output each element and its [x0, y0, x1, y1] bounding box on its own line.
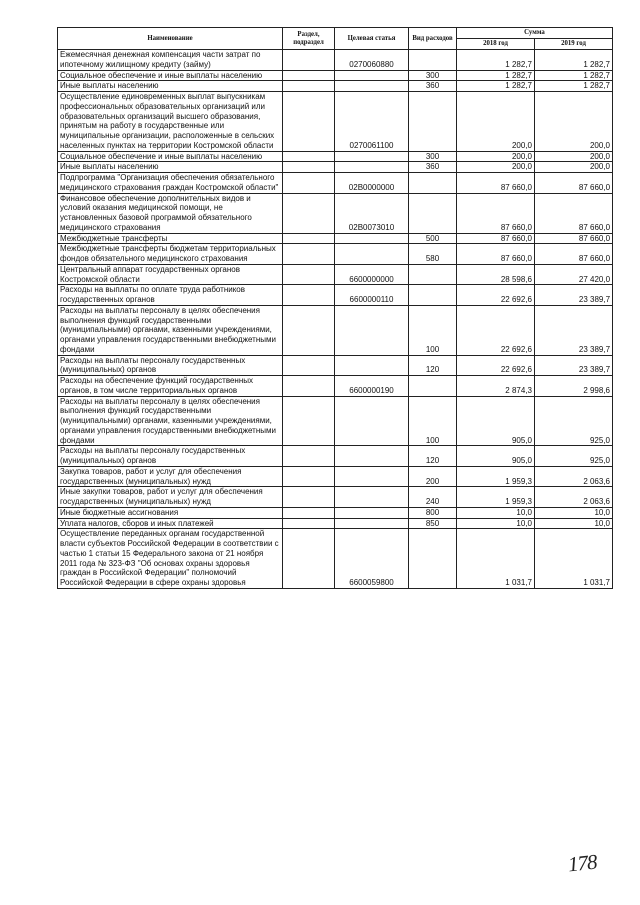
row-target — [335, 81, 409, 92]
row-section — [283, 264, 335, 285]
budget-table — [57, 27, 613, 589]
row-sum-2018: 1 959,3 — [457, 466, 535, 487]
row-sum-2018: 200,0 — [457, 162, 535, 173]
row-sum-2019: 87 660,0 — [535, 193, 613, 233]
row-target: 02В0000000 — [335, 173, 409, 194]
row-name: Иные закупки товаров, работ и услуг для обеспечения государственных (муниципальных) нужд — [58, 487, 283, 508]
row-sum-2019: 2 063,6 — [535, 466, 613, 487]
row-sum-2018: 200,0 — [457, 151, 535, 162]
table-row — [58, 50, 613, 71]
row-target: 02В0073010 — [335, 193, 409, 233]
table-row — [58, 81, 613, 92]
row-target — [335, 162, 409, 173]
row-type — [409, 193, 457, 233]
row-sum-2019: 200,0 — [535, 92, 613, 152]
row-sum-2018: 200,0 — [457, 92, 535, 152]
table-row — [58, 305, 613, 355]
table-row — [58, 244, 613, 265]
row-sum-2019: 10,0 — [535, 507, 613, 518]
header-type: Вид расходов — [409, 28, 457, 50]
row-name: Уплата налогов, сборов и иных платежей — [58, 518, 283, 529]
row-sum-2018: 22 692,6 — [457, 285, 535, 306]
row-sum-2018: 87 660,0 — [457, 193, 535, 233]
row-name: Ежемесячная денежная компенсация части затрат по ипотечному жилищному кредиту (займу) — [58, 50, 283, 71]
row-target: 6600000000 — [335, 264, 409, 285]
row-sum-2018: 22 692,6 — [457, 305, 535, 355]
row-section — [283, 233, 335, 244]
row-sum-2019: 1 282,7 — [535, 70, 613, 81]
row-sum-2018: 22 692,6 — [457, 355, 535, 376]
row-sum-2018: 1 031,7 — [457, 529, 535, 589]
row-sum-2019: 925,0 — [535, 446, 613, 467]
row-target — [335, 446, 409, 467]
row-target — [335, 151, 409, 162]
row-name: Осуществление единовременных выплат выпускникам профессиональных образовательных организаций или образовательных организаций высшего образования, принятым на работу в государственные или муниципальные организации, расположенные в сельских населенных пунктах на территории Костромской области — [58, 92, 283, 152]
table-row — [58, 376, 613, 397]
row-section — [283, 487, 335, 508]
row-target — [335, 466, 409, 487]
row-sum-2019: 2 998,6 — [535, 376, 613, 397]
row-name: Социальное обеспечение и иные выплаты населению — [58, 70, 283, 81]
row-type — [409, 264, 457, 285]
row-sum-2019: 23 389,7 — [535, 285, 613, 306]
row-sum-2018: 1 282,7 — [457, 70, 535, 81]
row-target: 0270061100 — [335, 92, 409, 152]
table-row — [58, 507, 613, 518]
row-type — [409, 50, 457, 71]
table-row — [58, 151, 613, 162]
row-section — [283, 193, 335, 233]
table-row — [58, 264, 613, 285]
row-type: 100 — [409, 396, 457, 446]
table-row — [58, 529, 613, 589]
row-sum-2019: 925,0 — [535, 396, 613, 446]
table-row — [58, 466, 613, 487]
table-row — [58, 92, 613, 152]
row-sum-2019: 23 389,7 — [535, 305, 613, 355]
row-section — [283, 285, 335, 306]
header-sum: Сумма — [457, 28, 613, 39]
row-section — [283, 50, 335, 71]
row-type: 300 — [409, 70, 457, 81]
row-sum-2018: 87 660,0 — [457, 233, 535, 244]
row-target: 6600000110 — [335, 285, 409, 306]
row-target: 6600059800 — [335, 529, 409, 589]
row-name: Расходы на обеспечение функций государственных органов, в том числе территориальных органов — [58, 376, 283, 397]
table-row — [58, 285, 613, 306]
row-sum-2019: 1 282,7 — [535, 81, 613, 92]
row-sum-2018: 87 660,0 — [457, 173, 535, 194]
row-target — [335, 355, 409, 376]
row-name: Финансовое обеспечение дополнительных видов и условий оказания медицинской помощи, не установленных базовой программой обязательного медицинского страхования — [58, 193, 283, 233]
row-type: 360 — [409, 162, 457, 173]
table-row — [58, 396, 613, 446]
row-name: Иные выплаты населению — [58, 81, 283, 92]
row-type: 500 — [409, 233, 457, 244]
row-type: 120 — [409, 446, 457, 467]
header-row — [58, 28, 613, 39]
row-section — [283, 81, 335, 92]
table-row — [58, 446, 613, 467]
row-target: 6600000190 — [335, 376, 409, 397]
row-type: 200 — [409, 466, 457, 487]
row-sum-2018: 905,0 — [457, 396, 535, 446]
row-section — [283, 162, 335, 173]
row-name: Межбюджетные трансферты — [58, 233, 283, 244]
row-name: Иные бюджетные ассигнования — [58, 507, 283, 518]
row-name: Расходы на выплаты персоналу в целях обеспечения выполнения функций государственными (муниципальными) органами, казенными учреждениями, органами управления государственными внебюджетными фондами — [58, 305, 283, 355]
table-row — [58, 193, 613, 233]
table-row — [58, 70, 613, 81]
table-row — [58, 518, 613, 529]
row-sum-2019: 1 282,7 — [535, 50, 613, 71]
row-sum-2019: 10,0 — [535, 518, 613, 529]
row-section — [283, 376, 335, 397]
row-target — [335, 70, 409, 81]
row-sum-2019: 87 660,0 — [535, 244, 613, 265]
row-sum-2019: 27 420,0 — [535, 264, 613, 285]
row-target — [335, 518, 409, 529]
row-sum-2018: 10,0 — [457, 518, 535, 529]
row-sum-2019: 87 660,0 — [535, 173, 613, 194]
header-2019: 2019 год — [535, 39, 613, 50]
row-sum-2019: 1 031,7 — [535, 529, 613, 589]
row-type — [409, 376, 457, 397]
page-number: 178 — [566, 849, 598, 877]
row-target — [335, 396, 409, 446]
row-type: 100 — [409, 305, 457, 355]
row-section — [283, 396, 335, 446]
table-row — [58, 233, 613, 244]
row-type: 360 — [409, 81, 457, 92]
row-sum-2018: 87 660,0 — [457, 244, 535, 265]
row-sum-2018: 1 282,7 — [457, 50, 535, 71]
row-section — [283, 305, 335, 355]
row-name: Подпрограмма "Организация обеспечения обязательного медицинского страхования граждан Костромской области" — [58, 173, 283, 194]
header-section: Раздел, подраздел — [283, 28, 335, 50]
row-name: Расходы на выплаты по оплате труда работников государственных органов — [58, 285, 283, 306]
row-sum-2019: 200,0 — [535, 151, 613, 162]
row-name: Расходы на выплаты персоналу государственных (муниципальных) органов — [58, 446, 283, 467]
row-sum-2018: 2 874,3 — [457, 376, 535, 397]
row-target — [335, 244, 409, 265]
row-target — [335, 507, 409, 518]
row-target: 0270060880 — [335, 50, 409, 71]
row-sum-2019: 87 660,0 — [535, 233, 613, 244]
row-section — [283, 466, 335, 487]
table-row — [58, 162, 613, 173]
row-section — [283, 151, 335, 162]
row-section — [283, 446, 335, 467]
header-2018: 2018 год — [457, 39, 535, 50]
table-row — [58, 355, 613, 376]
row-section — [283, 518, 335, 529]
row-target — [335, 305, 409, 355]
table-row — [58, 487, 613, 508]
row-sum-2018: 1 282,7 — [457, 81, 535, 92]
row-name: Расходы на выплаты персоналу государственных (муниципальных) органов — [58, 355, 283, 376]
row-type — [409, 92, 457, 152]
row-section — [283, 70, 335, 81]
row-name: Расходы на выплаты персоналу в целях обеспечения выполнения функций государственными (муниципальными) органами, казенными учреждениями, органами управления государственными внебюджетными фондами — [58, 396, 283, 446]
row-section — [283, 355, 335, 376]
table-row — [58, 173, 613, 194]
row-section — [283, 173, 335, 194]
row-sum-2019: 2 063,6 — [535, 487, 613, 508]
row-type: 850 — [409, 518, 457, 529]
row-name: Иные выплаты населению — [58, 162, 283, 173]
row-type: 300 — [409, 151, 457, 162]
row-sum-2018: 10,0 — [457, 507, 535, 518]
row-type: 120 — [409, 355, 457, 376]
row-type — [409, 173, 457, 194]
row-name: Осуществление переданных органам государственной власти субъектов Российской Федерации в соответствии с частью 1 статьи 15 Федерального закона от 21 ноября 2011 года № 323-ФЗ "Об основах охраны здоровья граждан в Российской Федерации" полномочий Российской Федерации в сфере охраны здоровья — [58, 529, 283, 589]
row-name: Социальное обеспечение и иные выплаты населению — [58, 151, 283, 162]
row-name: Закупка товаров, работ и услуг для обеспечения государственных (муниципальных) нужд — [58, 466, 283, 487]
header-target: Целевая статья — [335, 28, 409, 50]
row-sum-2018: 1 959,3 — [457, 487, 535, 508]
row-type: 800 — [409, 507, 457, 518]
row-type: 580 — [409, 244, 457, 265]
row-sum-2019: 200,0 — [535, 162, 613, 173]
row-section — [283, 507, 335, 518]
row-type: 240 — [409, 487, 457, 508]
row-name: Межбюджетные трансферты бюджетам территориальных фондов обязательного медицинского страхования — [58, 244, 283, 265]
row-sum-2018: 28 598,6 — [457, 264, 535, 285]
row-section — [283, 92, 335, 152]
row-sum-2018: 905,0 — [457, 446, 535, 467]
row-target — [335, 233, 409, 244]
header-name: Наименование — [58, 28, 283, 50]
row-section — [283, 529, 335, 589]
row-type — [409, 285, 457, 306]
row-sum-2019: 23 389,7 — [535, 355, 613, 376]
row-name: Центральный аппарат государственных органов Костромской области — [58, 264, 283, 285]
row-type — [409, 529, 457, 589]
row-target — [335, 487, 409, 508]
row-section — [283, 244, 335, 265]
